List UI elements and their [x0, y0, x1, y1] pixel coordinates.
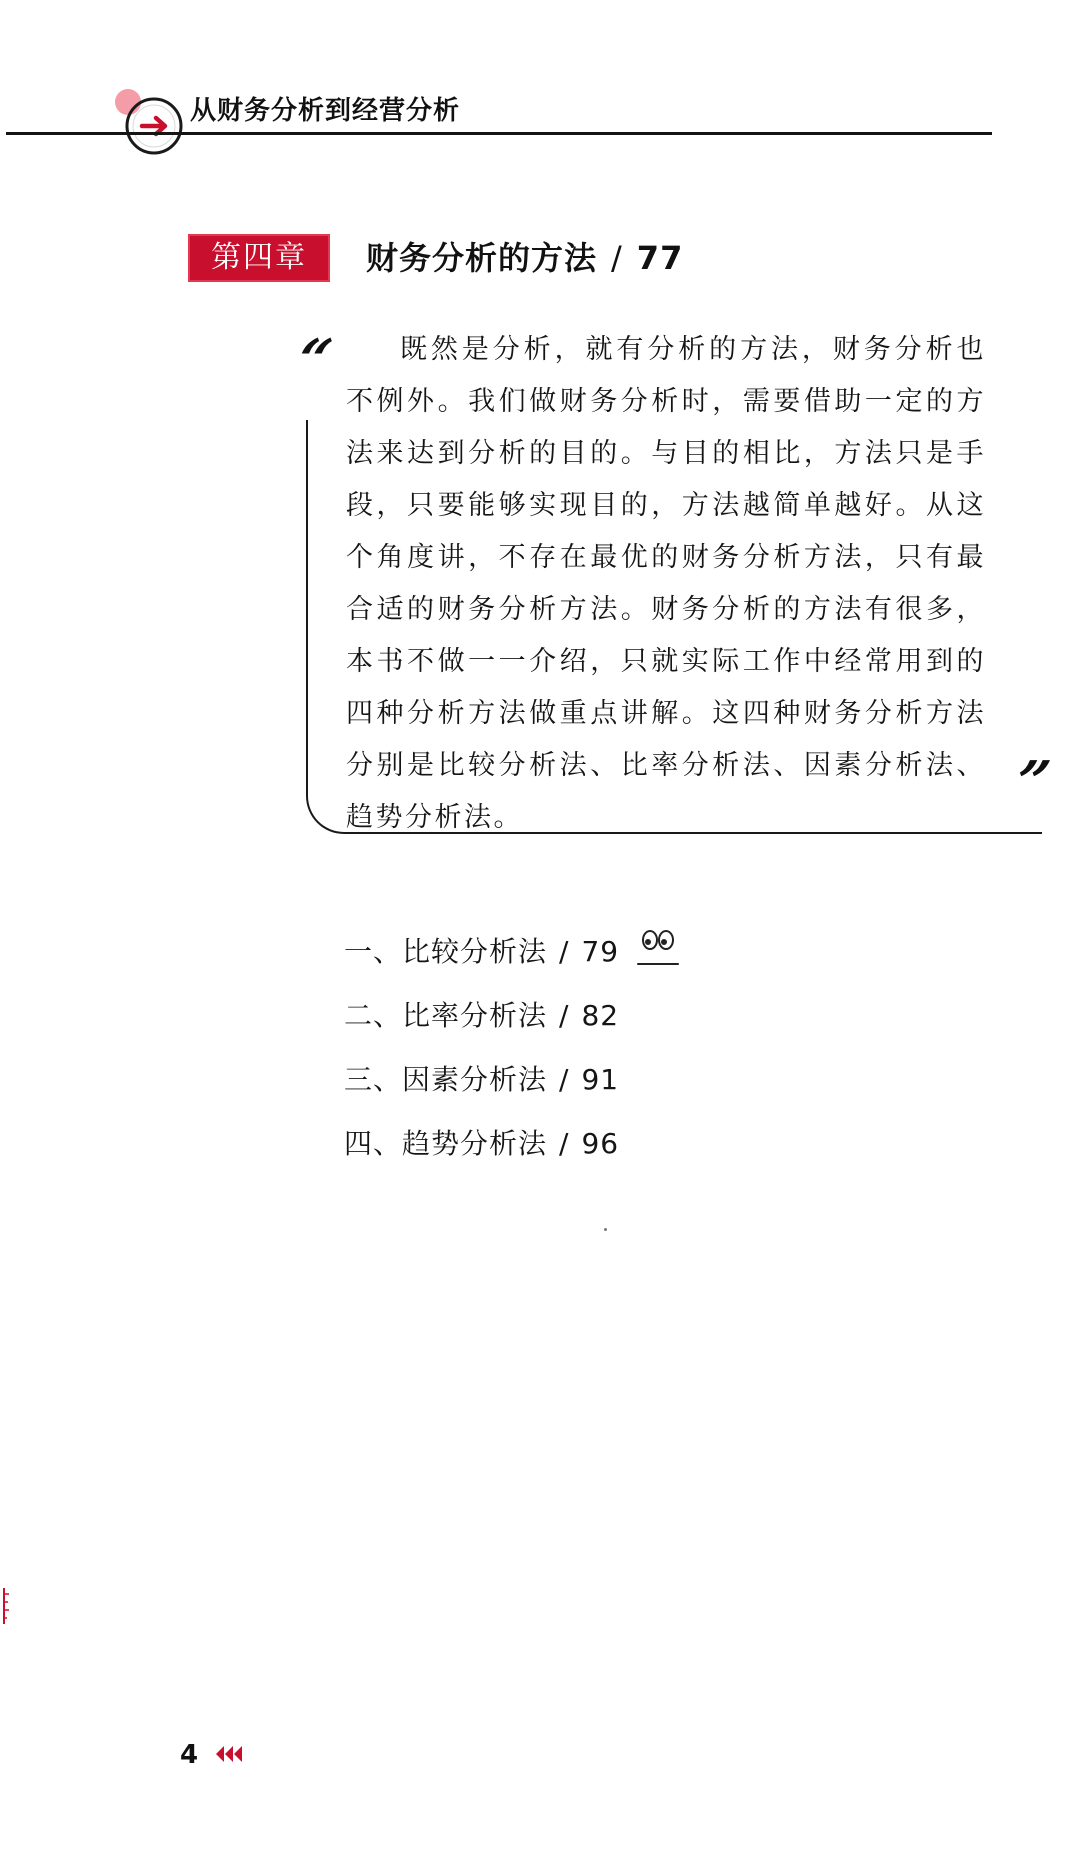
- section-separator: /: [559, 999, 570, 1032]
- section-separator: /: [559, 935, 570, 968]
- header-rule: [6, 132, 992, 135]
- chapter-badge: 第四章: [188, 234, 330, 282]
- section-item: [344, 930, 619, 994]
- section-label: 二、比率分析法: [344, 999, 548, 1032]
- section-page: 79: [581, 935, 620, 968]
- section-list: [344, 930, 619, 1186]
- stray-dot: [604, 1228, 607, 1231]
- section-page: 91: [581, 1063, 620, 1096]
- book-title: 从财务分析到经营分析: [190, 96, 461, 126]
- section-separator: /: [559, 1127, 570, 1160]
- eyes-doodle-icon: [636, 924, 682, 978]
- section-page: 96: [581, 1127, 620, 1160]
- section-label: 三、因素分析法: [344, 1063, 548, 1096]
- section-item: [344, 1058, 619, 1122]
- section-label: 四、趋势分析法: [344, 1127, 548, 1160]
- section-separator: /: [559, 1063, 570, 1096]
- close-quote-mark: ”: [1008, 749, 1056, 815]
- section-item: [344, 1122, 619, 1186]
- chapter-page: 77: [636, 239, 684, 277]
- section-item: [344, 994, 619, 1058]
- arrow-right-circle-icon: [114, 88, 184, 158]
- section-label: 一、比较分析法: [344, 935, 548, 968]
- chapter-separator: /: [611, 239, 623, 277]
- open-quote-mark: “: [290, 327, 338, 393]
- edge-mark: [2, 1588, 10, 1624]
- triple-left-arrow-icon: [214, 1742, 244, 1766]
- page-number: 4: [180, 1740, 199, 1770]
- chapter-intro-text: 既然是分析，就有分析的方法，财务分析也不例外。我们做财务分析时，需要借助一定的方法来达到分析的目的。与目的相比，方法只是手段，只要能够实现目的，方法越简单越好。从这个角度讲，不存在最优的财务分析方法，只有最合适的财务分析方法。财务分析的方法有很多，本书不做一一介绍，只就实际工作中经常用到的四种分析方法做重点讲解。这四种财务分析方法分别是比较分析法、比率分析法、因素分析法、趋势分析法。: [346, 334, 986, 833]
- chapter-title: 财务分析的方法: [366, 239, 598, 277]
- chapter-heading: [366, 236, 683, 280]
- section-page: 82: [581, 999, 620, 1032]
